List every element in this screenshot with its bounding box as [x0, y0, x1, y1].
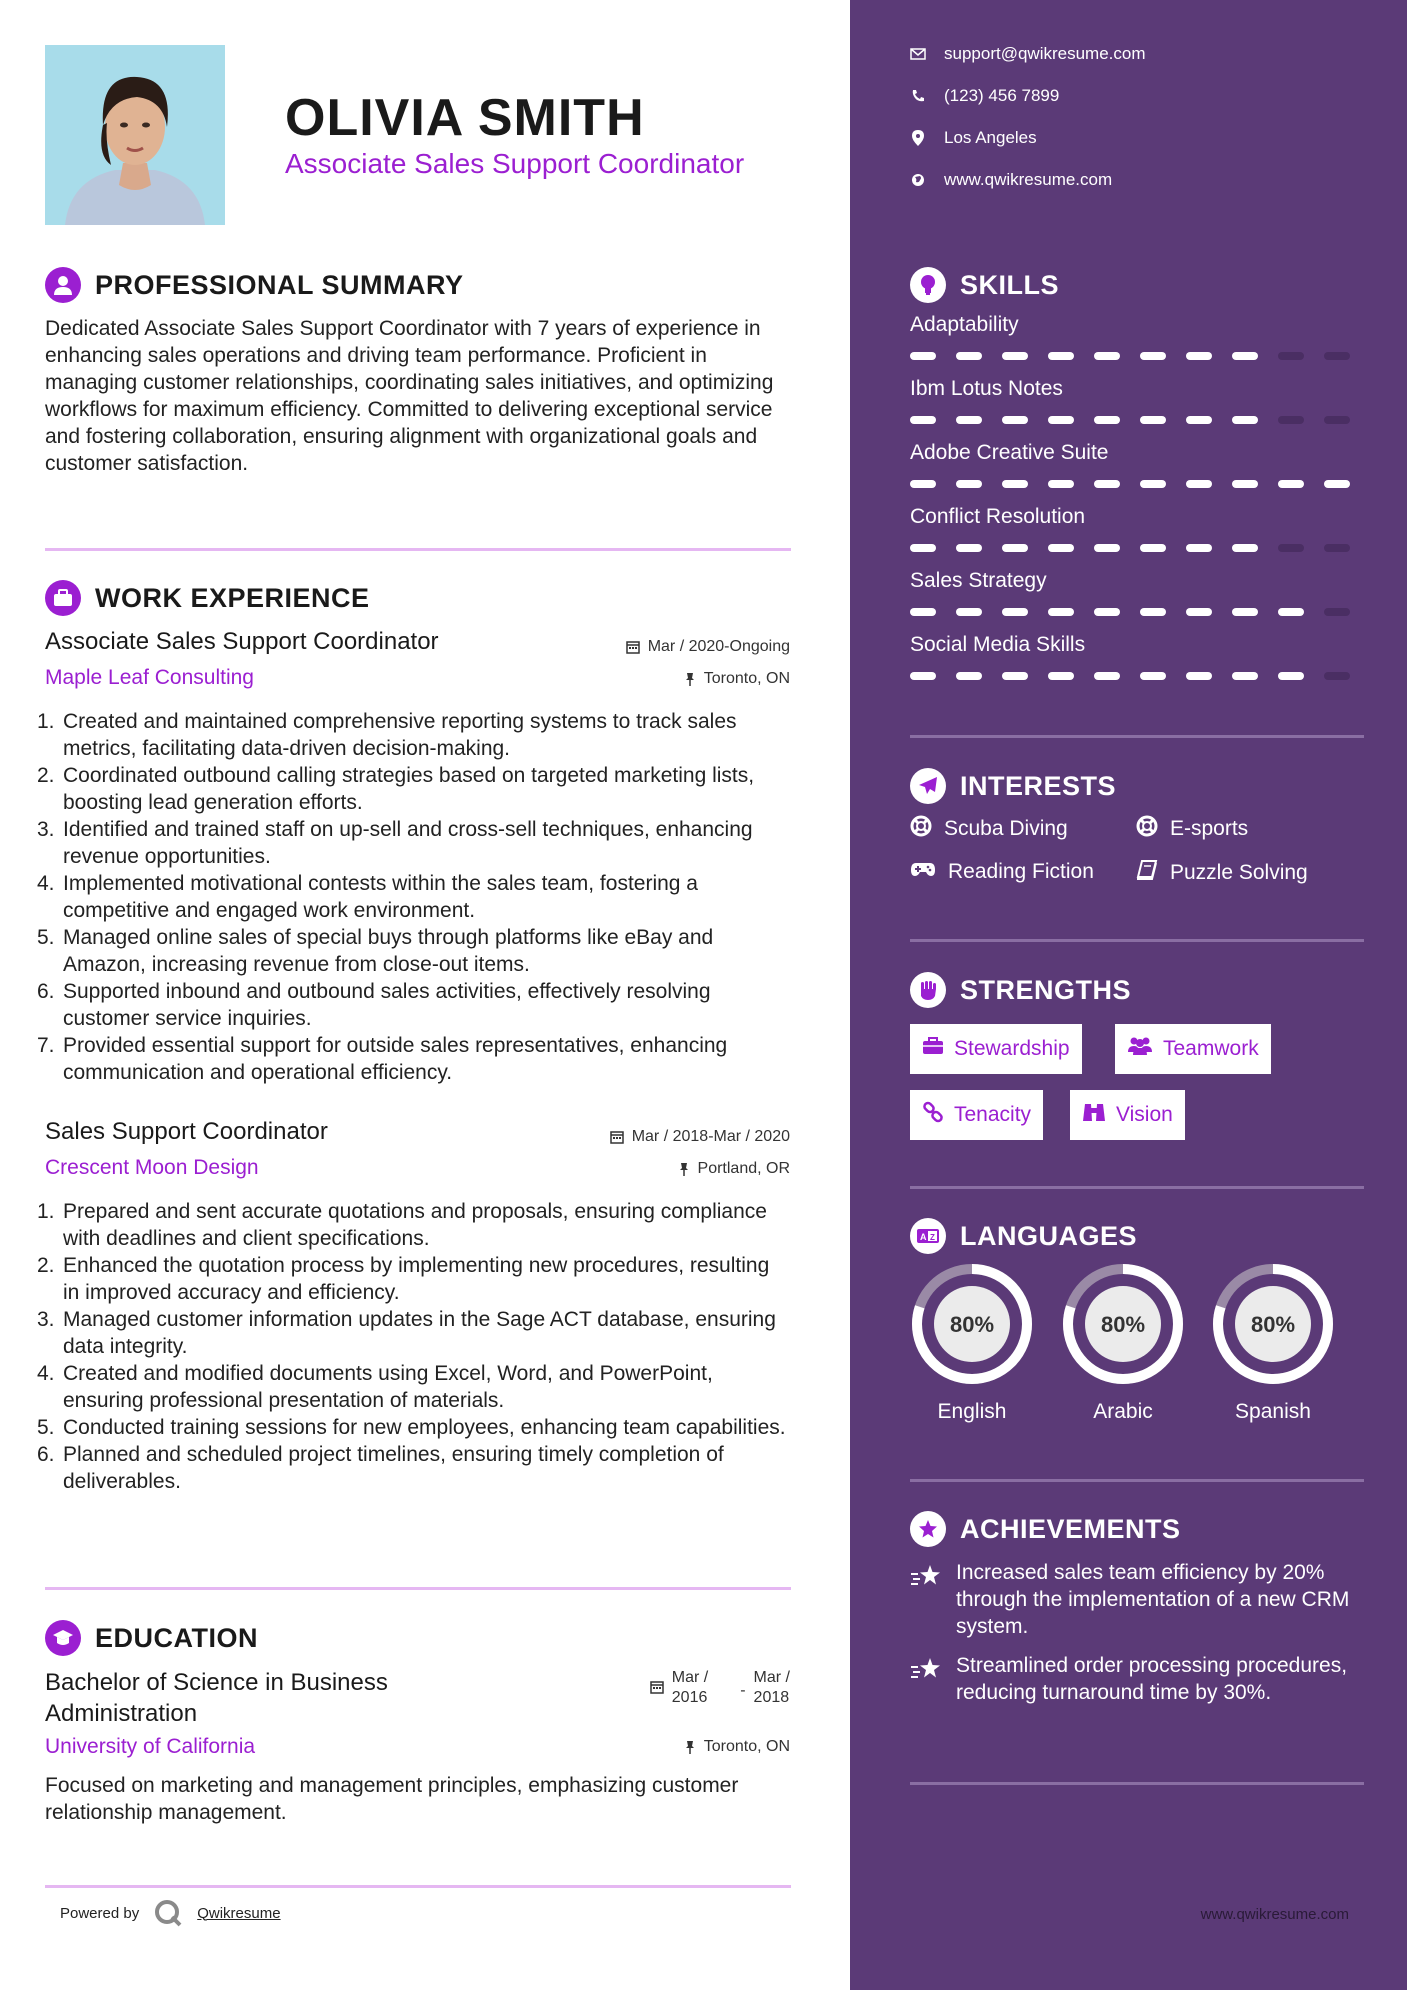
contact-location: [910, 128, 1037, 148]
languages-heading: [910, 1218, 1137, 1254]
skill-level-segment: [1324, 416, 1350, 424]
achievement-text: Increased sales team efficiency by 20% through the implementation of a new CRM system.: [956, 1561, 1350, 1638]
skill-level-segment: [1232, 672, 1258, 680]
skill-level-segment: [1094, 480, 1120, 488]
skill-level-segment: [1186, 672, 1212, 680]
lightbulb-icon: [910, 267, 946, 303]
duty-number: 5.: [37, 1416, 55, 1439]
strength-chip: [1070, 1090, 1185, 1140]
skill-level-segment: [1002, 608, 1028, 616]
duty-text: Conducted training sessions for new employees, enhancing team capabilities.: [63, 1416, 786, 1439]
paper-plane-icon: [910, 768, 946, 804]
education-heading: [45, 1620, 258, 1656]
powered-by-label: Powered by: [60, 1904, 140, 1922]
duty-text: Coordinated outbound calling strategies based on targeted marketing lists, boosting lead generation efforts.: [63, 764, 755, 814]
interests-heading: [910, 768, 1116, 804]
contact-website: [910, 170, 1112, 190]
education-date-end: [754, 1668, 790, 1708]
duty-item: [37, 1032, 791, 1086]
user-icon: [45, 267, 81, 303]
pin-icon: [684, 1740, 696, 1754]
experience-heading-label: WORK EXPERIENCE: [95, 582, 370, 613]
duty-text: Identified and trained staff on up-sell and cross-sell techniques, enhancing revenue opportunities.: [63, 818, 753, 868]
skill-level-segment: [1278, 416, 1304, 424]
skill-level-segment: [1140, 608, 1166, 616]
skill-level-segment: [1048, 480, 1074, 488]
contact-phone-text: (123) 456 7899: [944, 86, 1060, 105]
language-icon: [910, 1218, 946, 1254]
duty-item: [37, 1306, 791, 1360]
skill-level-segment: [1232, 416, 1258, 424]
duty-number: 6.: [37, 1443, 55, 1466]
experience-heading: [45, 580, 370, 616]
briefcase-icon: [45, 580, 81, 616]
skill-level-segment: [1278, 544, 1304, 552]
skill-level-segment: [1002, 672, 1028, 680]
skill-level-segment: [956, 480, 982, 488]
skill-level-segment: [956, 416, 982, 424]
contact-phone: [910, 86, 1059, 106]
duty-item: [37, 708, 791, 762]
skill-level-segment: [1278, 480, 1304, 488]
skill-level-segment: [1002, 416, 1028, 424]
skill-level-segment: [1232, 480, 1258, 488]
skill-level-segment: [1140, 672, 1166, 680]
duty-text: Provided essential support for outside sales representatives, enhancing communication and operational efficiency.: [63, 1034, 728, 1084]
skill-level-segment: [1094, 416, 1120, 424]
duty-number: 1.: [37, 1200, 55, 1223]
skill-level-segment: [1048, 544, 1074, 552]
job-dates-text: Mar / 2018-Mar / 2020: [631, 1128, 790, 1145]
degree-title: [45, 1667, 388, 1729]
language-percent: 80%: [1250, 1312, 1296, 1337]
duty-number: 3.: [37, 1308, 55, 1331]
skill-level-segment: [956, 608, 982, 616]
gamepad-icon: [910, 860, 936, 884]
shooting-star-icon: [910, 1559, 944, 1640]
strength-chip: [1115, 1024, 1271, 1074]
strength-chip: [910, 1024, 1082, 1074]
skill-level-bar: [910, 352, 1364, 360]
interest-item: [1136, 860, 1308, 886]
summary-heading-label: PROFESSIONAL SUMMARY: [95, 269, 464, 300]
calendar-icon: [650, 1680, 664, 1694]
date-separator: -: [740, 1682, 746, 1699]
school-name: University of California: [45, 1735, 256, 1758]
language-item: [1061, 1262, 1185, 1424]
language-progress-ring: [1061, 1262, 1185, 1386]
lifebuoy-icon: [1136, 815, 1158, 843]
duty-text: Implemented motivational contests within the sales team, fostering a competitive and engaged work environment.: [63, 872, 698, 922]
globe-icon: [910, 173, 926, 187]
duty-item: [37, 816, 791, 870]
skill-level-segment: [1186, 416, 1212, 424]
strength-label: Teamwork: [1163, 1037, 1259, 1060]
language-name: Arabic: [1093, 1400, 1153, 1423]
skill-level-bar: [910, 544, 1364, 552]
graduation-cap-icon: [45, 1620, 81, 1656]
duty-item: [37, 1360, 791, 1414]
binoculars-icon: [1082, 1102, 1106, 1128]
skill-level-segment: [1324, 608, 1350, 616]
skill-level-segment: [1002, 352, 1028, 360]
strength-label: Stewardship: [954, 1037, 1070, 1060]
powered-by: [60, 1898, 281, 1928]
date-start-month: Mar /: [671, 1669, 709, 1686]
skill-level-bar: [910, 416, 1364, 424]
calendar-icon: [626, 640, 640, 654]
skill-level-segment: [1324, 352, 1350, 360]
section-divider: [910, 1479, 1364, 1482]
section-divider: [910, 735, 1364, 738]
skill-level-bar: [910, 672, 1364, 680]
section-divider: [910, 939, 1364, 942]
degree-line-2: Administration: [45, 1700, 198, 1727]
education-location-text: Toronto, ON: [703, 1738, 790, 1755]
interest-item: [910, 860, 1094, 884]
pin-icon: [678, 1162, 690, 1176]
duty-text: Managed online sales of special buys through platforms like eBay and Amazon, increasing revenue from close-out items.: [63, 926, 714, 976]
skill-level-segment: [1094, 544, 1120, 552]
skill-level-segment: [910, 608, 936, 616]
section-divider: [45, 548, 791, 551]
skill-level-segment: [1232, 544, 1258, 552]
skill-level-segment: [1048, 608, 1074, 616]
strengths-heading-label: STRENGTHS: [960, 974, 1132, 1005]
skill-name: Ibm Lotus Notes: [910, 377, 1063, 400]
company-name: Crescent Moon Design: [45, 1156, 259, 1179]
job-title: Sales Support Coordinator: [45, 1118, 328, 1145]
skill-level-segment: [910, 352, 936, 360]
duty-number: 3.: [37, 818, 55, 841]
users-icon: [1127, 1036, 1153, 1062]
map-marker-icon: [910, 130, 926, 146]
lifebuoy-icon: [910, 815, 932, 843]
interest-item: [910, 815, 1068, 843]
skill-level-segment: [1002, 544, 1028, 552]
skill-level-segment: [1324, 672, 1350, 680]
summary-text: Dedicated Associate Sales Support Coordinator with 7 years of experience in enhancing sales operations and driving team performance. Proficient in managing customer relationships, coordinating sales initiatives, and optimizing workflows for maximum efficiency. Committed to delivering exceptional service and fostering collaboration, ensuring alignment with organizational goals and customer satisfaction.: [45, 317, 774, 475]
achievements-heading-label: ACHIEVEMENTS: [960, 1513, 1181, 1544]
skill-level-segment: [1048, 672, 1074, 680]
svg-text:Z: Z: [930, 1233, 935, 1242]
duty-text: Prepared and sent accurate quotations and proposals, ensuring compliance with deadlines and client specifications.: [63, 1200, 767, 1250]
skill-level-segment: [1324, 480, 1350, 488]
skill-name: Sales Strategy: [910, 569, 1047, 592]
section-divider: [45, 1885, 791, 1888]
duty-number: 4.: [37, 1362, 55, 1385]
duty-text: Enhanced the quotation process by implementing new procedures, resulting in improved accuracy and efficiency.: [63, 1254, 770, 1304]
duty-number: 6.: [37, 980, 55, 1003]
company-name: Maple Leaf Consulting: [45, 666, 254, 689]
languages-heading-label: LANGUAGES: [960, 1220, 1138, 1251]
language-name: Spanish: [1235, 1400, 1311, 1423]
briefcase-icon: [922, 1037, 944, 1061]
degree-line-1: Bachelor of Science in Business: [45, 1669, 388, 1696]
language-progress-ring: [1211, 1262, 1335, 1386]
brand-link[interactable]: Qwikresume: [197, 1904, 281, 1922]
language-percent: 80%: [949, 1312, 995, 1337]
contact-email: [910, 44, 1146, 64]
skill-level-segment: [910, 672, 936, 680]
skill-level-bar: [910, 480, 1364, 488]
skill-level-segment: [1186, 544, 1212, 552]
skill-level-segment: [1094, 352, 1120, 360]
shooting-star-icon: [910, 1652, 944, 1706]
skill-level-segment: [1094, 672, 1120, 680]
skill-level-segment: [1002, 480, 1028, 488]
skill-level-segment: [956, 672, 982, 680]
duty-item: [37, 1441, 791, 1495]
duty-item: [37, 762, 791, 816]
job-location-text: Portland, OR: [697, 1160, 790, 1177]
achievement-item: [910, 1559, 1370, 1640]
job-dates: [610, 1128, 790, 1146]
duty-text: Supported inbound and outbound sales activities, effectively resolving customer service inquiries.: [63, 980, 711, 1030]
skill-level-segment: [910, 480, 936, 488]
duty-text: Managed customer information updates in the Sage ACT database, ensuring data integrity.: [63, 1308, 776, 1358]
contact-website-text[interactable]: www.qwikresume.com: [944, 170, 1113, 189]
skill-level-segment: [1048, 416, 1074, 424]
language-name: English: [937, 1400, 1007, 1423]
calendar-icon: [610, 1130, 624, 1144]
language-item: [910, 1262, 1034, 1424]
duty-item: [37, 870, 791, 924]
strength-label: Tenacity: [954, 1103, 1032, 1126]
skill-name: Conflict Resolution: [910, 505, 1086, 528]
duty-text: Planned and scheduled project timelines, ensuring timely completion of deliverables.: [63, 1443, 724, 1493]
duty-item: [37, 978, 791, 1032]
section-divider: [45, 1587, 791, 1590]
skill-level-segment: [1140, 544, 1166, 552]
achievement-item: [910, 1652, 1370, 1706]
achievements-heading: [910, 1511, 1181, 1547]
duty-number: 2.: [37, 764, 55, 787]
summary-heading: [45, 267, 464, 303]
education-date-start: [672, 1668, 708, 1708]
sidebar: [850, 0, 1407, 1990]
job-dates: [626, 638, 790, 656]
skill-level-segment: [1140, 480, 1166, 488]
strength-label: Vision: [1116, 1103, 1173, 1126]
skill-level-segment: [956, 352, 982, 360]
skills-heading-label: SKILLS: [960, 269, 1060, 300]
contact-location-text: Los Angeles: [944, 128, 1037, 147]
qwikresume-logo-icon: [153, 1898, 183, 1928]
skill-level-segment: [1186, 480, 1212, 488]
candidate-name: OLIVIA SMITH: [285, 89, 645, 147]
duty-number: 4.: [37, 872, 55, 895]
language-item: [1211, 1262, 1335, 1424]
skill-level-segment: [910, 416, 936, 424]
interest-item: [1136, 815, 1248, 843]
job-location: [678, 1160, 790, 1178]
skill-level-segment: [1094, 608, 1120, 616]
date-end-year: 2018: [753, 1689, 790, 1706]
education-heading-label: EDUCATION: [95, 1622, 258, 1653]
duty-number: 7.: [37, 1034, 55, 1057]
interest-label: Reading Fiction: [948, 860, 1094, 883]
link-icon: [922, 1101, 944, 1129]
duty-list: [37, 1198, 791, 1495]
job-dates-text: Mar / 2020-Ongoing: [647, 638, 790, 655]
duty-number: 5.: [37, 926, 55, 949]
skill-level-segment: [1048, 352, 1074, 360]
duty-item: [37, 1252, 791, 1306]
skill-level-segment: [1186, 352, 1212, 360]
job-location-text: Toronto, ON: [703, 670, 790, 687]
star-badge-icon: [910, 1511, 946, 1547]
pin-icon: [684, 672, 696, 686]
duty-number: 1.: [37, 710, 55, 733]
skill-name: Adaptability: [910, 313, 1019, 336]
interest-label: Puzzle Solving: [1170, 861, 1308, 884]
svg-text:A: A: [920, 1232, 927, 1242]
skill-name: Adobe Creative Suite: [910, 441, 1109, 464]
skills-heading: [910, 267, 1059, 303]
skill-level-segment: [1140, 416, 1166, 424]
strength-chip: [910, 1090, 1043, 1140]
section-divider: [910, 1782, 1364, 1785]
duty-text: Created and maintained comprehensive reporting systems to track sales metrics, facilitating data-driven decision-making.: [63, 710, 737, 760]
job-location: [684, 670, 790, 688]
skill-level-segment: [1278, 352, 1304, 360]
contact-email-text[interactable]: support@qwikresume.com: [944, 44, 1146, 63]
date-end-month: Mar /: [753, 1669, 790, 1686]
phone-icon: [910, 89, 926, 103]
job-title: Associate Sales Support Coordinator: [45, 628, 439, 655]
duty-list: [37, 708, 791, 1086]
skill-name: Social Media Skills: [910, 633, 1086, 656]
date-start-year: 2016: [671, 1689, 708, 1706]
envelope-icon: [910, 48, 926, 60]
footer-url[interactable]: www.qwikresume.com: [1200, 1906, 1349, 1923]
skill-level-bar: [910, 608, 1364, 616]
duty-number: 2.: [37, 1254, 55, 1277]
skill-level-segment: [1232, 608, 1258, 616]
strengths-heading: [910, 972, 1131, 1008]
skill-level-segment: [956, 544, 982, 552]
language-percent: 80%: [1100, 1312, 1146, 1337]
section-divider: [910, 1186, 1364, 1189]
duty-item: [37, 924, 791, 978]
skill-level-segment: [1186, 608, 1212, 616]
duty-text: Created and modified documents using Excel, Word, and PowerPoint, ensuring professional presentation of materials.: [63, 1362, 713, 1412]
skill-level-segment: [1324, 544, 1350, 552]
candidate-title: Associate Sales Support Coordinator: [285, 148, 745, 179]
skill-level-segment: [1278, 672, 1304, 680]
education-location: [684, 1738, 790, 1756]
achievement-text: Streamlined order processing procedures, reducing turnaround time by 30%.: [956, 1654, 1348, 1704]
language-progress-ring: [910, 1262, 1034, 1386]
book-icon: [1136, 860, 1158, 886]
interest-label: E-sports: [1170, 817, 1249, 840]
duty-item: [37, 1198, 791, 1252]
interests-heading-label: INTERESTS: [960, 770, 1117, 801]
skill-level-segment: [910, 544, 936, 552]
education-description: Focused on marketing and management principles, emphasizing customer relationship management.: [45, 1774, 739, 1824]
skill-level-segment: [1140, 352, 1166, 360]
duty-item: [37, 1414, 791, 1441]
interest-label: Scuba Diving: [944, 817, 1068, 840]
profile-photo: [45, 45, 225, 225]
skill-level-segment: [1232, 352, 1258, 360]
education-dates: [650, 1668, 790, 1708]
skill-level-segment: [1278, 608, 1304, 616]
fist-icon: [910, 972, 946, 1008]
